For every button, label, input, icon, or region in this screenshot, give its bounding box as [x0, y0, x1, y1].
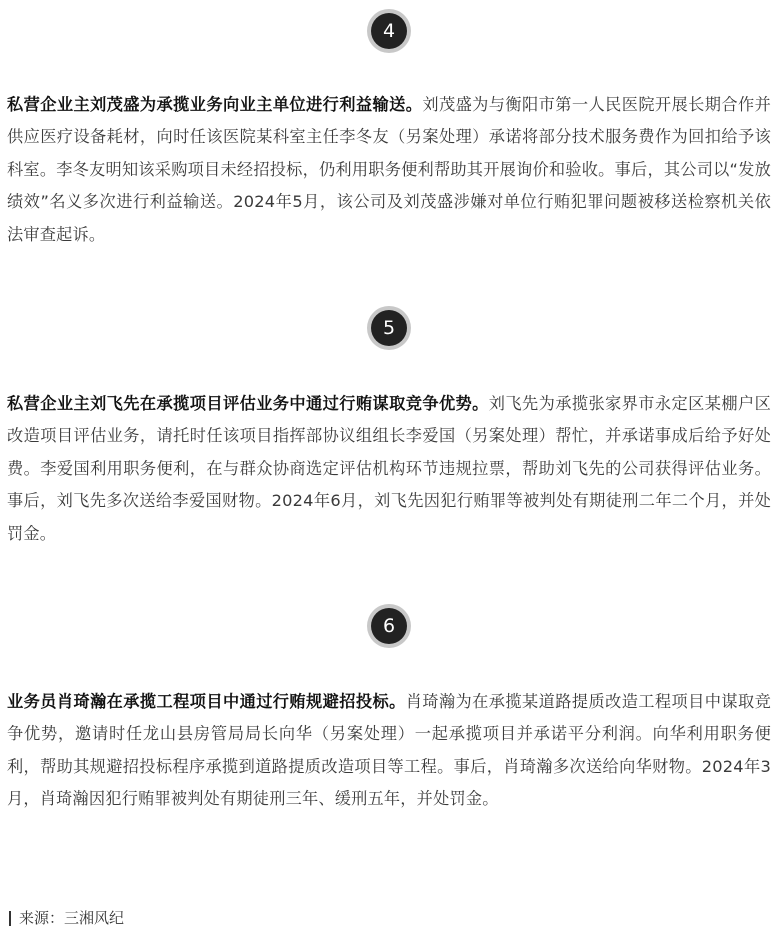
- case-headline: 私营企业主刘飞先在承揽项目评估业务中通过行贿谋取竞争优势。: [7, 394, 489, 413]
- section-number: 6: [371, 608, 407, 644]
- section-4-badge: [0, 9, 778, 53]
- source-line: [9, 906, 124, 930]
- section-6-badge: [0, 604, 778, 648]
- case-paragraph-4: [7, 89, 771, 251]
- case-body: 刘茂盛为与衡阳市第一人民医院开展长期合作并供应医疗设备耗材，向时任该医院某科室主任李冬友（另案处理）承诺将部分技术服务费作为回扣给予该科室。李冬友明知该采购项目未经招投标，仍利用职务便利帮助其开展询价和验收。事后，其公司以“发放绩效”名义多次进行利益输送。2024年5月，该公司及刘茂盛涉嫌对单位行贿犯罪问题被移送检察机关依法审查起诉。: [7, 95, 772, 244]
- case-paragraph-5: [7, 388, 771, 550]
- case-headline: 私营企业主刘茂盛为承揽业务向业主单位进行利益输送。: [7, 95, 423, 114]
- section-number: 5: [371, 310, 407, 346]
- case-body: 刘飞先为承揽张家界市永定区某棚户区改造项目评估业务，请托时任该项目指挥部协议组组长李爱国（另案处理）帮忙，并承诺事成后给予好处费。李爱国利用职务便利，在与群众协商选定评估机构环节违规拉票，帮助刘飞先的公司获得评估业务。事后，刘飞先多次送给李爱国财物。2024年6月，刘飞先因犯行贿罪等被判处有期徒刑二年二个月，并处罚金。: [7, 394, 771, 543]
- source-text: 来源：三湘风纪: [19, 909, 125, 927]
- section-5-badge: [0, 306, 778, 350]
- badge-ring: [367, 306, 411, 350]
- case-paragraph-6: [7, 686, 771, 816]
- badge-ring: [367, 604, 411, 648]
- section-number: 4: [371, 13, 407, 49]
- case-headline: 业务员肖琦瀚在承揽工程项目中通过行贿规避招投标。: [7, 692, 406, 711]
- case-body: 肖琦瀚为在承揽某道路提质改造工程项目中谋取竞争优势，邀请时任龙山县房管局局长向华（另案处理）一起承揽项目并承诺平分利润。向华利用职务便利，帮助其规避招投标程序承揽到道路提质改造项目等工程。事后，肖琦瀚多次送给向华财物。2024年3月，肖琦瀚因犯行贿罪被判处有期徒刑三年、缓刑五年，并处罚金。: [7, 692, 771, 809]
- source-bar-icon: [9, 911, 11, 926]
- badge-ring: [367, 9, 411, 53]
